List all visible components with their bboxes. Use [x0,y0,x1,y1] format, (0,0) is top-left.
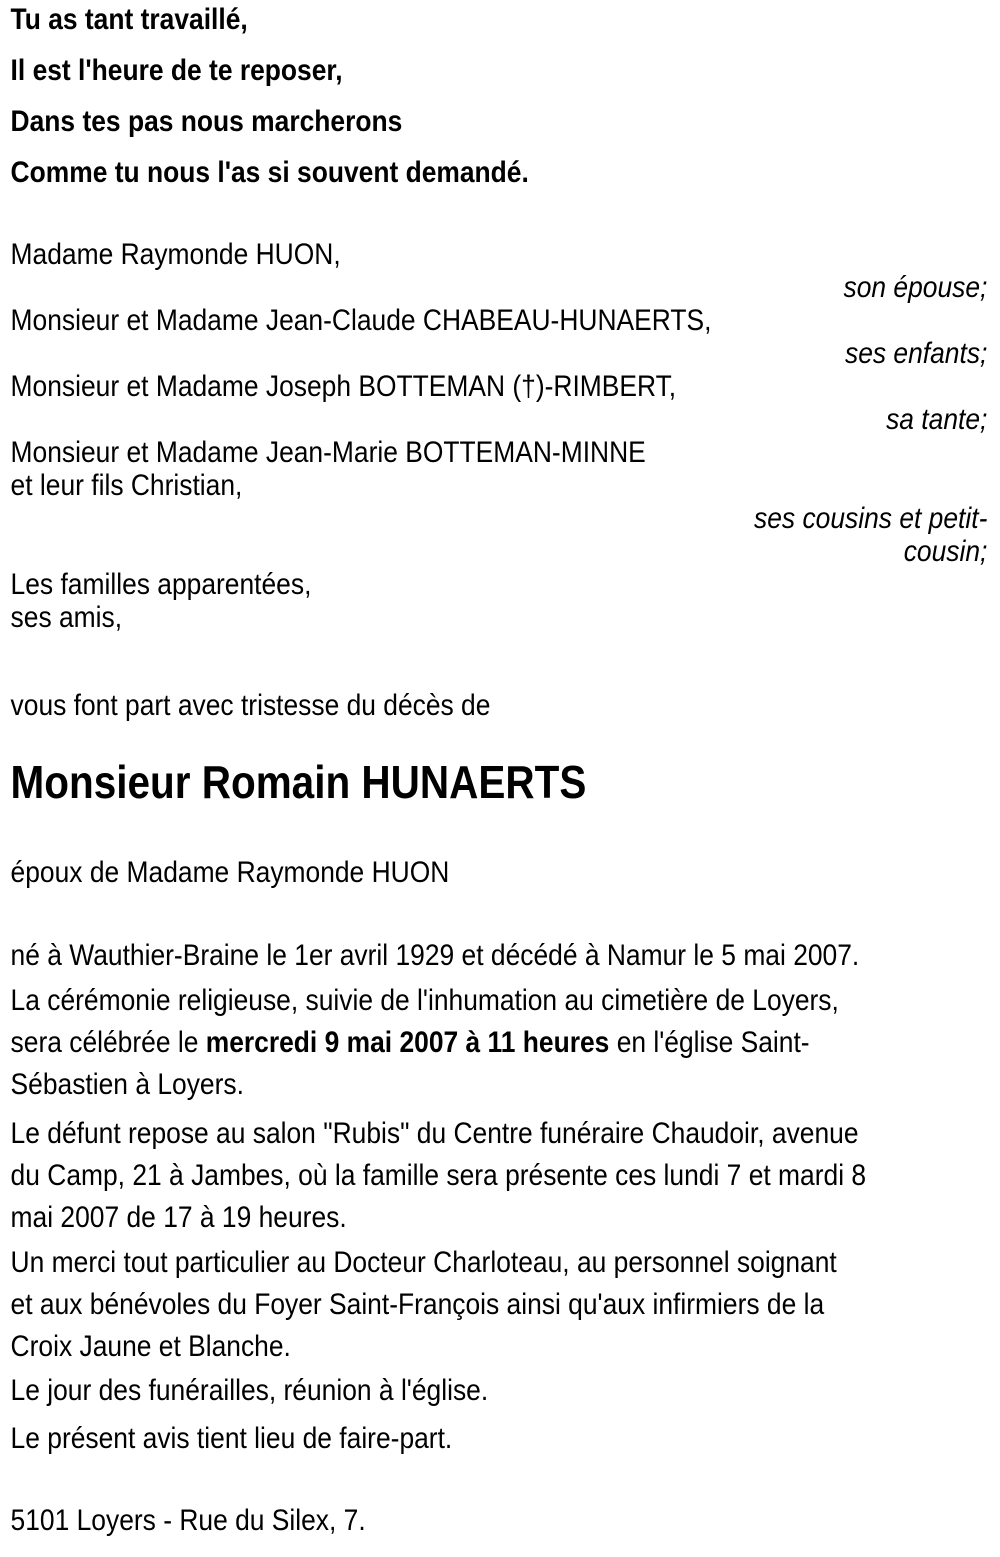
family-role: cousin; [903,535,988,568]
thanks-line: et aux bénévoles du Foyer Saint-François ainsi qu'aux infirmiers de la [10,1288,825,1321]
family-role: ses cousins et petit- [754,502,988,535]
funeral-day-line: Le jour des funérailles, réunion à l'église. [10,1374,489,1407]
thanks-paragraph [11,1242,988,1368]
ceremony-line: La cérémonie religieuse, suivie de l'inhumation au cimetière de Loyers, [10,984,839,1017]
repose-line: Le défunt repose au salon "Rubis" du Centre funéraire Chaudoir, avenue [10,1117,859,1150]
repose-line: du Camp, 21 à Jambes, où la famille sera présente ces lundi 7 et mardi 8 [10,1159,867,1192]
family-role: sa tante; [886,403,988,436]
ceremony-text: sera célébrée le [10,1026,206,1059]
ceremony-line: Sébastien à Loyers. [10,1068,244,1101]
ceremony-line [11,1022,988,1064]
funeral-home-address: 5101 Loyers - Rue du Silex, 7. [10,1504,366,1537]
ceremony-datetime: mercredi 9 mai 2007 à 11 heures [205,1026,610,1059]
family-name: Les familles apparentées, [10,568,312,601]
notice-line: Le présent avis tient lieu de faire-part. [10,1422,453,1455]
thanks-line: Croix Jaune et Blanche. [10,1330,291,1363]
poem-line: Comme tu nous l'as si souvent demandé. [10,156,529,189]
family-role: son épouse; [843,271,988,304]
poem [11,0,988,198]
family-role: ses enfants; [845,337,988,370]
ceremony-text: en l'église Saint- [609,1026,810,1059]
repose-paragraph [11,1113,988,1239]
deceased-name: Monsieur Romain HUNAERTS [10,756,587,808]
family-name: et leur fils Christian, [10,469,243,502]
family-name: Madame Raymonde HUON, [10,238,341,271]
poem-line: Tu as tant travaillé, [10,3,248,36]
family-name: Monsieur et Madame Joseph BOTTEMAN (†)-RIMBERT, [10,370,677,403]
thanks-line: Un merci tout particulier au Docteur Charloteau, au personnel soignant [10,1246,837,1279]
family-name: Monsieur et Madame Jean-Claude CHABEAU-HUNAERTS, [10,304,712,337]
announcement-intro: vous font part avec tristesse du décès de [10,689,491,722]
family-name: Monsieur et Madame Jean-Marie BOTTEMAN-MINNE [10,436,646,469]
family-name: ses amis, [10,601,123,634]
repose-line: mai 2007 de 17 à 19 heures. [10,1201,347,1234]
spouse-line: époux de Madame Raymonde HUON [10,856,450,889]
family-list [11,238,988,634]
poem-line: Il est l'heure de te reposer, [10,54,343,87]
ceremony-paragraph [11,980,988,1106]
poem-line: Dans tes pas nous marcherons [10,105,403,138]
birth-death-line: né à Wauthier-Braine le 1er avril 1929 et décédé à Namur le 5 mai 2007. [10,939,860,972]
